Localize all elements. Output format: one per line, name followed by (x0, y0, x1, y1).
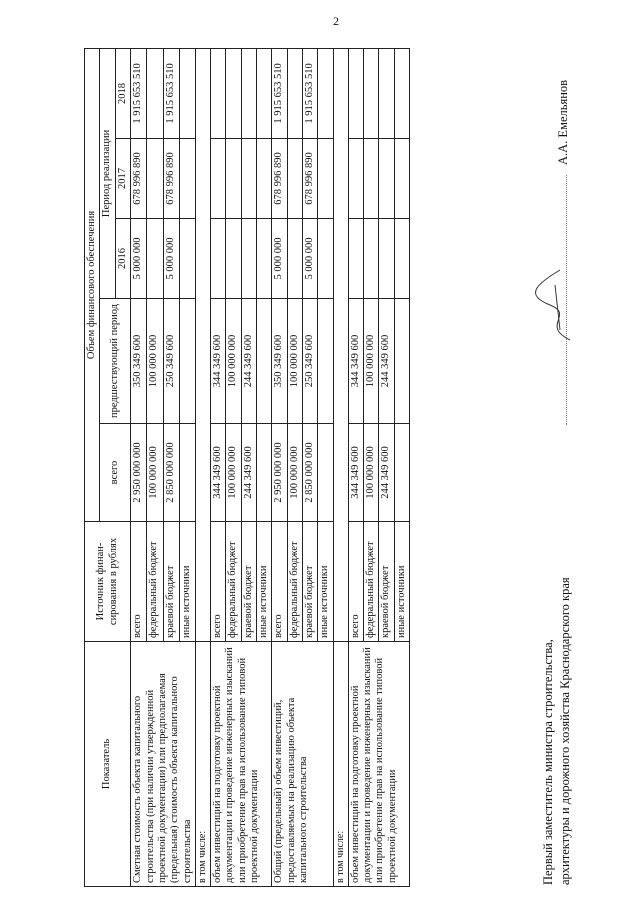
year-2016-cell (256, 219, 271, 299)
table-body (131, 48, 410, 886)
year-2016-cell (147, 219, 163, 299)
header-year: 2016 (115, 219, 130, 299)
page-number: 2 (333, 14, 339, 28)
total-cell: 244 349 600 (241, 424, 256, 522)
year-2016-cell (379, 219, 394, 299)
source-cell: краевой бюджет (163, 522, 179, 642)
signature-title-line2: архитектуры и дорожного хозяйства Краснодарского края (557, 577, 572, 885)
year-2017-cell (179, 139, 195, 219)
source-cell: иные источники (179, 522, 195, 642)
header-total: всего (100, 424, 131, 522)
header-source: Источник финан-сирования в рублях (85, 522, 131, 642)
year-2017-cell (147, 139, 163, 219)
year-2017-cell (379, 139, 394, 219)
header-volume: Объем финансового обеспечения (85, 48, 100, 521)
prior-cell: 100 000 000 (226, 299, 241, 424)
year-2016-cell (348, 219, 363, 299)
year-2016-cell: 5 000 000 (303, 219, 318, 299)
total-cell: 2 850 000 000 (163, 424, 179, 522)
total-cell (394, 424, 409, 522)
empty-cell (196, 48, 211, 641)
source-cell: федеральный бюджет (287, 522, 302, 642)
year-2018-cell (147, 48, 163, 138)
source-cell: всего (272, 522, 287, 642)
signatory-name: А.А. Емельянов (556, 79, 570, 165)
table-row (333, 48, 348, 886)
source-cell: федеральный бюджет (363, 522, 378, 642)
source-cell: всего (348, 522, 363, 642)
prior-cell (394, 299, 409, 424)
header-prior: предшествующий период (100, 299, 131, 424)
year-2016-cell (363, 219, 378, 299)
year-2017-cell (226, 139, 241, 219)
prior-cell: 244 349 600 (241, 299, 256, 424)
total-cell: 100 000 000 (363, 424, 378, 522)
handwritten-signature (530, 265, 580, 345)
year-2017-cell (394, 139, 409, 219)
financing-table (84, 48, 410, 887)
source-cell: федеральный бюджет (226, 522, 241, 642)
year-2016-cell (241, 219, 256, 299)
year-2018-cell (287, 48, 302, 138)
source-cell: иные источники (394, 522, 409, 642)
year-2017-cell (348, 139, 363, 219)
source-cell: иные источники (256, 522, 271, 642)
total-cell: 2 950 000 000 (272, 424, 287, 522)
table-row (196, 48, 211, 886)
year-2016-cell (318, 219, 333, 299)
year-2017-cell: 678 996 890 (303, 139, 318, 219)
year-2016-cell: 5 000 000 (131, 219, 147, 299)
year-2018-cell (226, 48, 241, 138)
total-cell: 2 950 000 000 (131, 424, 147, 522)
table-row (210, 48, 225, 886)
prior-cell: 250 349 600 (163, 299, 179, 424)
prior-cell: 100 000 000 (287, 299, 302, 424)
indicator-cell: объем инвестиций на подготовку проектной документации и проведение инженерных изысканий или приобретение прав на использование типовой проектной документации (348, 642, 410, 887)
signature-title-line1: Первый заместитель министра строительства, (541, 639, 555, 885)
year-2018-cell (241, 48, 256, 138)
year-2018-cell (256, 48, 271, 138)
year-2016-cell (287, 219, 302, 299)
total-cell: 344 349 600 (348, 424, 363, 522)
source-cell: краевой бюджет (303, 522, 318, 642)
prior-cell: 250 349 600 (303, 299, 318, 424)
table-row (131, 48, 147, 886)
total-cell: 244 349 600 (379, 424, 394, 522)
year-2016-cell: 5 000 000 (163, 219, 179, 299)
row-subheading: в том числе: (196, 642, 211, 887)
year-2018-cell (318, 48, 333, 138)
year-2017-cell (287, 139, 302, 219)
year-2018-cell (394, 48, 409, 138)
source-cell: краевой бюджет (379, 522, 394, 642)
year-2017-cell: 678 996 890 (272, 139, 287, 219)
total-cell: 344 349 600 (210, 424, 225, 522)
total-cell (179, 424, 195, 522)
prior-cell: 100 000 000 (363, 299, 378, 424)
year-2018-cell (379, 48, 394, 138)
total-cell: 100 000 000 (147, 424, 163, 522)
year-2017-cell (318, 139, 333, 219)
year-2016-cell (210, 219, 225, 299)
year-2018-cell: 1 915 653 510 (272, 48, 287, 138)
total-cell (256, 424, 271, 522)
prior-cell: 244 349 600 (379, 299, 394, 424)
indicator-cell: объем инвестиций на подготовку проектной документации и проведение инженерных изысканий или приобретение прав на использование типовой проектной документации (210, 642, 272, 887)
year-2018-cell (363, 48, 378, 138)
prior-cell (256, 299, 271, 424)
year-2018-cell (179, 48, 195, 138)
total-cell: 100 000 000 (226, 424, 241, 522)
indicator-cell: Общий (предельный) объем инвестиций, предоставляемых на реализацию объекта капитального строительства (272, 642, 334, 887)
year-2018-cell: 1 915 653 510 (163, 48, 179, 138)
year-2017-cell (256, 139, 271, 219)
source-cell: всего (131, 522, 147, 642)
source-cell: краевой бюджет (241, 522, 256, 642)
year-2016-cell (179, 219, 195, 299)
header-indicator: Показатель (85, 642, 131, 887)
year-2017-cell: 678 996 890 (131, 139, 147, 219)
year-2016-cell (394, 219, 409, 299)
prior-cell: 100 000 000 (147, 299, 163, 424)
header-year: 2018 (115, 48, 130, 138)
prior-cell: 350 349 600 (272, 299, 287, 424)
row-subheading: в том числе: (333, 642, 348, 887)
year-2017-cell (241, 139, 256, 219)
source-cell: федеральный бюджет (147, 522, 163, 642)
source-cell: всего (210, 522, 225, 642)
year-2017-cell (210, 139, 225, 219)
table-row (348, 48, 363, 886)
empty-cell (333, 48, 348, 641)
total-cell: 2 850 000 000 (303, 424, 318, 522)
indicator-cell: Сметная стоимость объекта капитального строительства (при наличии утвержденной проектной документации) или предполагаемая (предельная) стоимость объекта капитального строительства (131, 642, 196, 887)
year-2018-cell (210, 48, 225, 138)
table-row (272, 48, 287, 886)
total-cell: 100 000 000 (287, 424, 302, 522)
year-2017-cell (363, 139, 378, 219)
signature-block (540, 577, 574, 885)
total-cell (318, 424, 333, 522)
year-2016-cell: 5 000 000 (272, 219, 287, 299)
prior-cell (179, 299, 195, 424)
source-cell: иные источники (318, 522, 333, 642)
prior-cell: 344 349 600 (210, 299, 225, 424)
header-year: 2017 (115, 139, 130, 219)
prior-cell: 344 349 600 (348, 299, 363, 424)
year-2018-cell (348, 48, 363, 138)
year-2016-cell (226, 219, 241, 299)
year-2018-cell: 1 915 653 510 (303, 48, 318, 138)
year-2018-cell: 1 915 653 510 (131, 48, 147, 138)
prior-cell: 350 349 600 (131, 299, 147, 424)
year-2017-cell: 678 996 890 (163, 139, 179, 219)
header-period: Период реализации (100, 48, 115, 298)
prior-cell (318, 299, 333, 424)
